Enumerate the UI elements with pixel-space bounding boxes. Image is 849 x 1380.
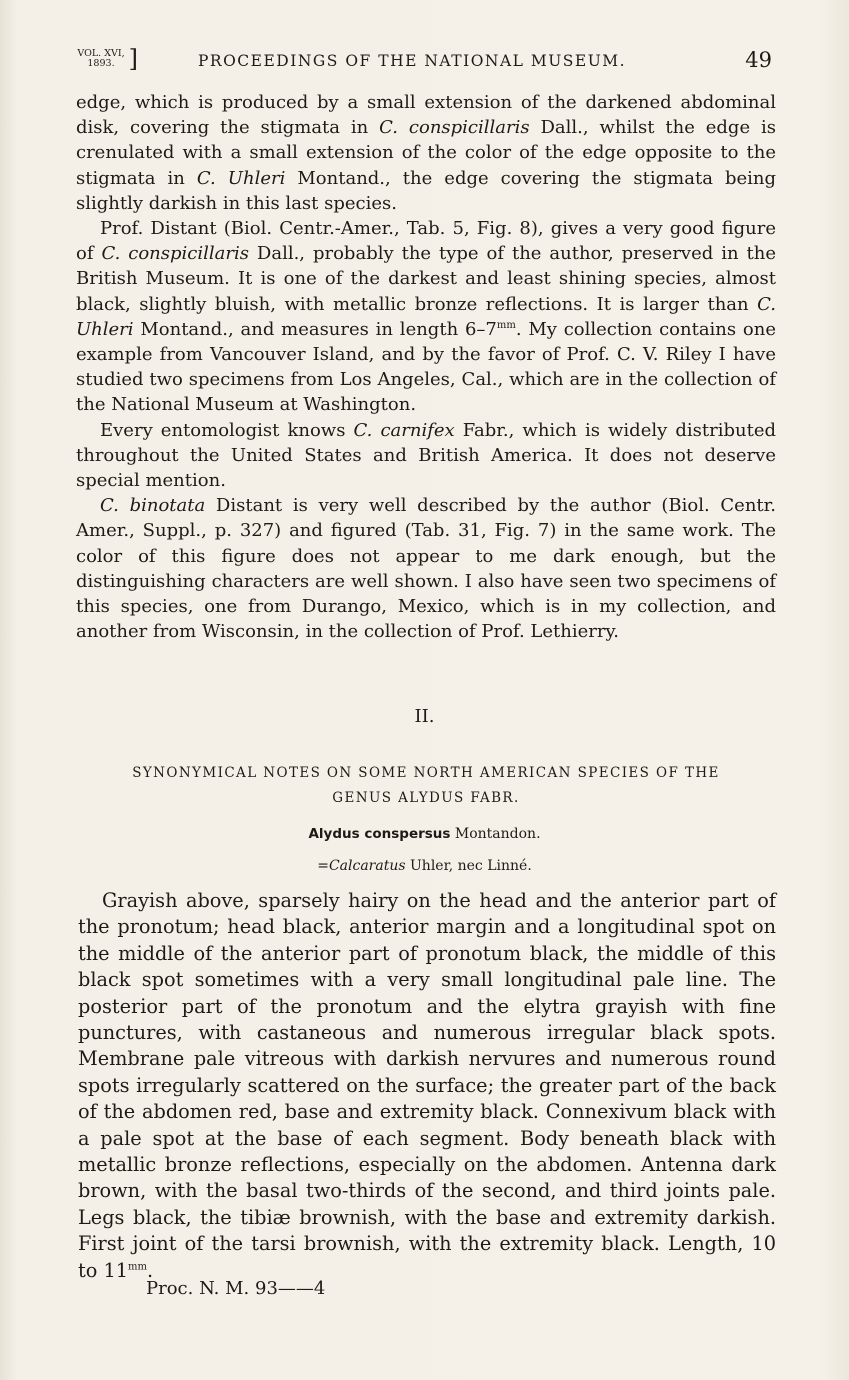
species-citation: C. binotata <box>100 495 206 517</box>
bracket-glyph: ] <box>128 45 138 73</box>
paragraph <box>76 216 776 418</box>
paragraph <box>76 418 776 494</box>
description-end: . <box>147 1258 154 1282</box>
running-title: PROCEEDINGS OF THE NATIONAL MUSEUM. <box>198 52 627 70</box>
page-header <box>72 44 772 84</box>
synonym-line <box>0 858 849 874</box>
body-text <box>76 90 776 644</box>
section-number: II. <box>414 706 435 727</box>
synonym-name: Calcaratus <box>328 858 406 874</box>
species-citation: C. conspicillaris <box>101 243 249 265</box>
text-run: Dall., whilst the edge is crenulated with a small extension of the color of the edge opposite to the stigmata in <box>76 117 776 189</box>
description-text: Grayish above, sparsely hairy on the head and the anterior part of the pronotum; head black, anterior margin and a longitudinal spot on the middle of the anterior part of pronotum black, the middle of this black spot sometimes with a very small longitudinal pale line. The posterior part of the pronotum and the elytra grayish with fine punctures, with castaneous and numerous irregular black spots. Membrane pale vitreous with darkish nervures and numerous round spots irregularly scattered on the surface; the greater part of the back of the abdomen red, base and extremity black. Connexivum black with a pale spot at the base of each segment. Body beneath black with metallic bronze reflections, especially on the abdomen. Antenna dark brown, with the basal two-thirds of the second, and third joints pale. Legs black, the tibiæ brownish, with the base and extremity darkish. First joint of the tarsi brownish, with the extremity black. Length, 10 to 11 <box>78 889 776 1282</box>
year-label: 1893. <box>87 58 115 69</box>
description-paragraph <box>78 888 776 1284</box>
text-run: edge, which is produced by a small extension of the darkened abdominal disk, covering the stigmata in <box>76 92 776 139</box>
species-name: Alydus conspersus <box>308 826 451 842</box>
species-description <box>78 888 776 1284</box>
section-title <box>76 761 776 811</box>
description-unit: mm <box>128 1261 147 1273</box>
text-run: Prof. Distant (Biol. Centr.-Amer., Tab. 5, Fig. 8), gives a very good figure of <box>76 218 776 265</box>
volume-label: VOL. XVI, <box>77 48 125 59</box>
text-run: . My collection contains one example from Vancouver Island, and by the favor of Prof. C. V. Riley I have studied two specimens from Los Angeles, Cal., which are in the collection of the National Museum at Washington. <box>76 318 777 416</box>
text-run: Montand., the edge covering the stigmata being slightly darkish in this last species. <box>76 167 776 214</box>
species-citation: C. carnifex <box>353 419 455 441</box>
synonym-rest: Uhler, nec Linné. <box>410 858 532 874</box>
paragraph <box>76 90 776 216</box>
text-run: Montand., and measures in length 6–7 <box>133 318 497 340</box>
text-run: Dall., probably the type of the author, preserved in the British Museum. It is one of the darkest and least shining species, almost black, slightly bluish, with metallic bronze reflections. It is larger than <box>76 243 776 315</box>
text-run: Distant is very well described by the author (Biol. Centr. Amer., Suppl., p. 327) and figured (Tab. 31, Fig. 7) in the same work. The color of this figure does not appear to me dark enough, but the distinguishing characters are well shown. I also have seen two specimens of this species, one from Durango, Mexico, which is in my collection, and another from Wisconsin, in the collection of Prof. Lethierry. <box>76 495 776 643</box>
species-citation: C. Uhleri <box>196 167 286 189</box>
paragraph <box>76 493 776 644</box>
synonym-prefix: = <box>317 858 329 874</box>
volume-year-label <box>72 45 138 73</box>
unit-superscript: mm <box>496 319 516 331</box>
species-heading <box>0 826 849 842</box>
text-run: Fabr., which is widely distributed throughout the United States and British America. It does not deserve special mention. <box>76 419 776 492</box>
section-title-line-2: GENUS ALYDUS FABR. <box>332 790 520 806</box>
page-number: 49 <box>745 48 772 72</box>
signature-mark: Proc. N. M. 93——4 <box>146 1278 326 1299</box>
text-run: Every entomologist knows <box>100 419 354 441</box>
species-citation: C. Uhleri <box>76 293 776 340</box>
section-title-line-1: SYNONYMICAL NOTES ON SOME NORTH AMERICAN SPECIES OF THE <box>132 765 720 781</box>
species-author: Montandon. <box>454 826 541 842</box>
species-citation: C. conspicillaris <box>379 117 530 139</box>
